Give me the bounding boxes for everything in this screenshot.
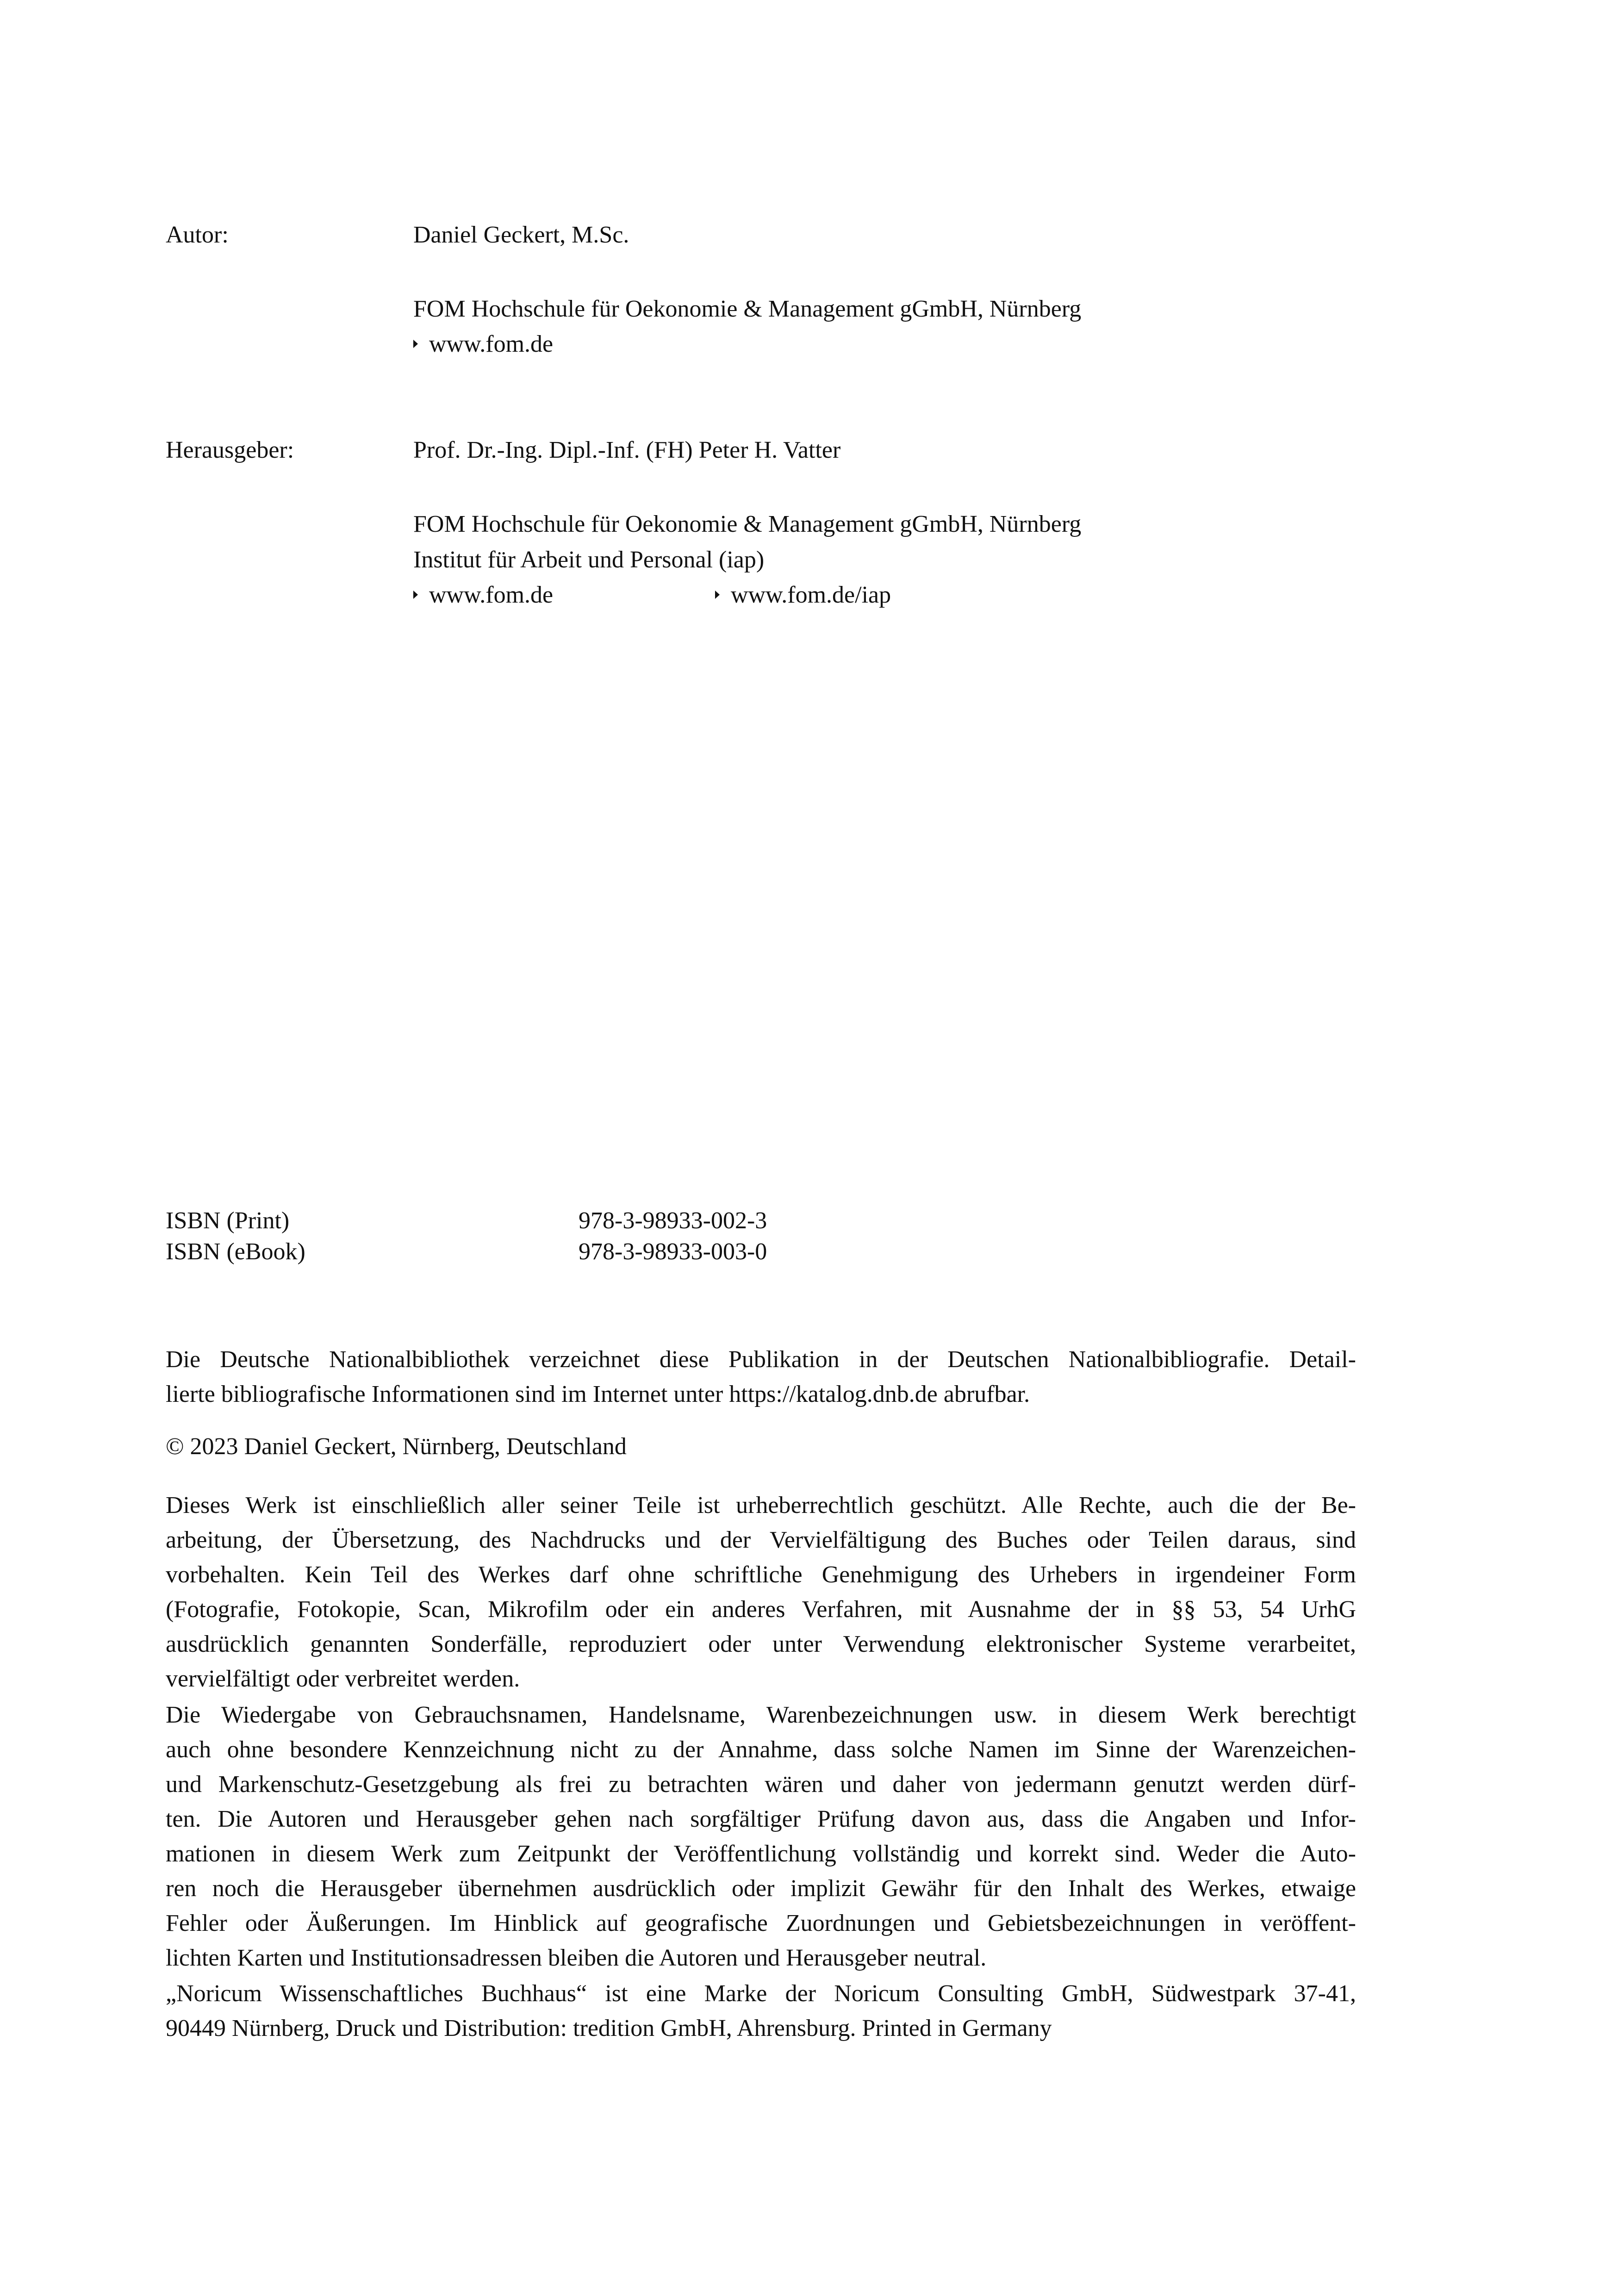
text-line: ren noch die Herausgeber übernehmen ausdrücklich oder implizit Gewähr für den Inhalt des Werkes, etwaige (166, 1875, 1356, 1902)
isbn-print-label: ISBN (Print) (166, 1207, 290, 1234)
arrow-right-icon (715, 591, 720, 599)
editor-link-row-2 (715, 578, 891, 612)
isbn-ebook-label: ISBN (eBook) (166, 1238, 305, 1265)
text-line: vorbehalten. Kein Teil des Werkes darf ohne schriftliche Genehmigung des Urhebers in irgendeiner Form (166, 1562, 1356, 1588)
text-line: Die Deutsche Nationalbibliothek verzeichnet diese Publikation in der Deutschen Nationalbibliografie. Detail- (166, 1346, 1356, 1373)
author-institution: FOM Hochschule für Oekonomie & Management gGmbH, Nürnberg (413, 296, 1082, 322)
editor-link-row-1 (413, 578, 553, 612)
text-line: ten. Die Autoren und Herausgeber gehen nach sorgfältiger Prüfung davon aus, dass die Angaben und Infor- (166, 1806, 1356, 1832)
author-name: Daniel Geckert, M.Sc. (413, 222, 629, 248)
text-line: auch ohne besondere Kennzeichnung nicht zu der Annahme, dass solche Namen im Sinne der Warenzeichen- (166, 1736, 1356, 1763)
editor-institute: Institut für Arbeit und Personal (iap) (413, 547, 765, 573)
rights-paragraph (166, 1488, 1356, 1696)
text-line: lichten Karten und Institutionsadressen bleiben die Autoren und Herausgeber neutral. (166, 1945, 987, 1971)
trademarks-paragraph (166, 1698, 1356, 1975)
publisher-paragraph (166, 1976, 1356, 2046)
text-line: mationen in diesem Werk zum Zeitpunkt der Veröffentlichung vollständig und korrekt sind. Weder die Auto- (166, 1841, 1356, 1867)
author-link[interactable]: www.fom.de (429, 331, 554, 357)
text-line: (Fotografie, Fotokopie, Scan, Mikrofilm oder ein anderes Verfahren, mit Ausnahme der in §§ 53, 54 UrhG (166, 1596, 1356, 1623)
isbn-print-value: 978-3-98933-002-3 (579, 1207, 767, 1234)
text-line: ausdrücklich genannten Sonderfälle, reproduziert oder unter Verwendung elektronischer Systeme verarbeitet, (166, 1631, 1356, 1657)
text-line: und Markenschutz-Gesetzgebung als frei zu betrachten wären und daher von jedermann genutzt werden dürf- (166, 1771, 1356, 1798)
editor-link-2[interactable]: www.fom.de/iap (731, 582, 891, 608)
text-line: vervielfältigt oder verbreitet werden. (166, 1666, 520, 1692)
author-label: Autor: (166, 222, 229, 248)
arrow-right-icon (413, 591, 418, 599)
text-line: 90449 Nürnberg, Druck und Distribution: tredition GmbH, Ahrensburg. Printed in Germany (166, 2015, 1052, 2041)
text-line: lierte bibliografische Informationen sind im Internet unter https://katalog.dnb.de abrufbar. (166, 1381, 1030, 1407)
text-line: „Noricum Wissenschaftliches Buchhaus“ ist eine Marke der Noricum Consulting GmbH, Südwestpark 37-41, (166, 1980, 1356, 2007)
editor-label: Herausgeber: (166, 437, 294, 463)
dnb-notice (166, 1342, 1356, 1412)
copyright-line: © 2023 Daniel Geckert, Nürnberg, Deutschland (166, 1433, 627, 1460)
text-line: Fehler oder Äußerungen. Im Hinblick auf geografische Zuordnungen und Gebietsbezeichnungen in veröffent- (166, 1910, 1356, 1936)
editor-name: Prof. Dr.-Ing. Dipl.-Inf. (FH) Peter H. Vatter (413, 437, 841, 463)
editor-institution: FOM Hochschule für Oekonomie & Management gGmbH, Nürnberg (413, 511, 1082, 537)
author-link-row (413, 327, 553, 361)
text-line: arbeitung, der Übersetzung, des Nachdrucks und der Vervielfältigung des Buches oder Teilen daraus, sind (166, 1527, 1356, 1553)
editor-link-1[interactable]: www.fom.de (429, 582, 554, 608)
arrow-right-icon (413, 340, 418, 348)
text-line: Dieses Werk ist einschließlich aller seiner Teile ist urheberrechtlich geschützt. Alle Rechte, auch die der Be- (166, 1492, 1356, 1518)
text-line: Die Wiedergabe von Gebrauchsnamen, Handelsname, Warenbezeichnungen usw. in diesem Werk berechtigt (166, 1702, 1356, 1728)
isbn-ebook-value: 978-3-98933-003-0 (579, 1238, 767, 1265)
